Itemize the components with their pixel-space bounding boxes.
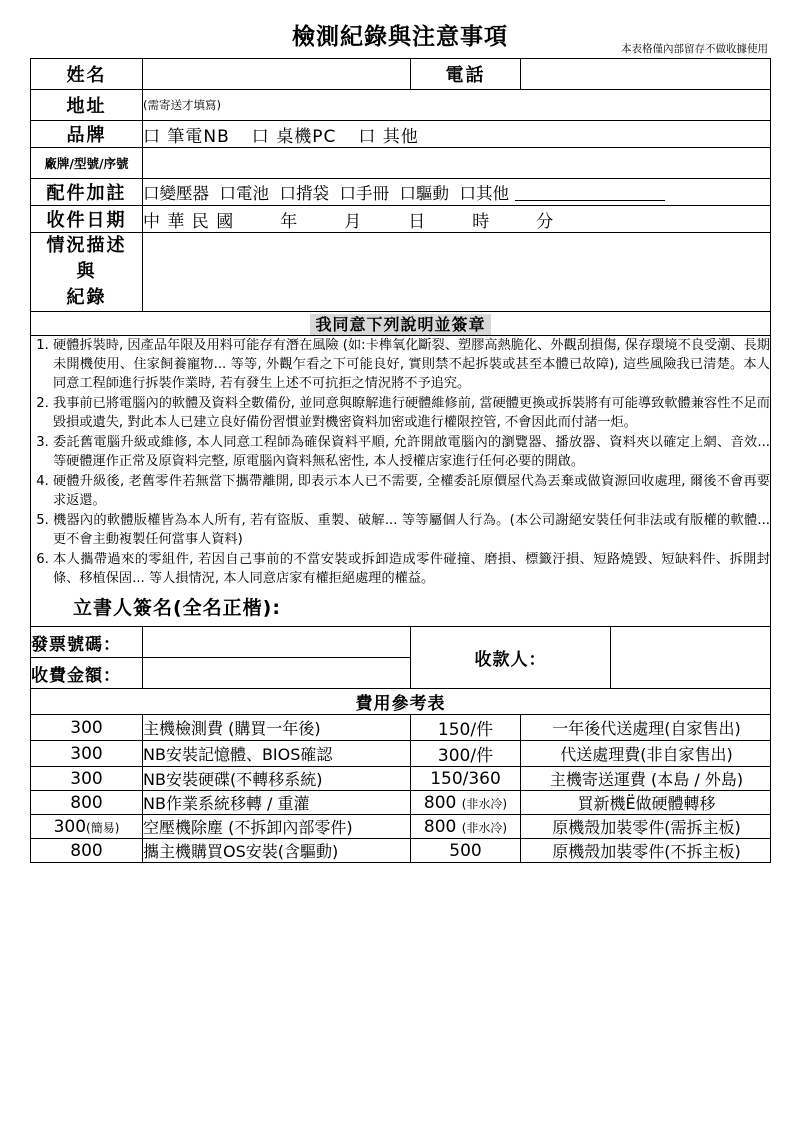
row-invoice xyxy=(31,627,771,658)
fee-price-left xyxy=(31,715,143,741)
accessory-option-other[interactable]: 口其他 xyxy=(459,184,509,203)
term-item: 2. 我事前已將電腦內的軟體及資料全數備份, 並同意與瞭解進行硬體維修前, 當硬體更換或拆裝將有可能導致軟體兼容性不足而毀損或遺失, 對此本人已建立良好備份習慣並對機密資料加密或進行權限控管, 不會因此而付諸一炬。 xyxy=(53,394,770,432)
fee-price-left-value: 300 xyxy=(70,717,103,738)
fee-desc-left: NB作業系統移轉 / 重灌 xyxy=(143,791,411,815)
accessory-other-input[interactable] xyxy=(515,200,665,201)
fee-price-left xyxy=(31,741,143,767)
fee-desc-right: 原機殼加裝零件(需拆主板) xyxy=(521,815,771,839)
fee-price-left xyxy=(31,815,143,839)
form-table xyxy=(30,58,771,863)
fee-desc-left: 主機檢測費 (購買一年後) xyxy=(143,715,411,741)
brand-option-pc[interactable]: 口 桌機PC xyxy=(251,126,337,147)
row-brand xyxy=(31,121,771,148)
fee-price-left xyxy=(31,767,143,791)
fee-price-right-value: 500 xyxy=(449,840,482,861)
fee-table-title: 費用參考表 xyxy=(31,689,771,715)
fee-price-right-value: 800 xyxy=(423,816,457,837)
label-amount: 收費金額： xyxy=(31,658,143,689)
brand-option-other[interactable]: 口 其他 xyxy=(358,126,419,147)
label-situation-line3: 紀錄 xyxy=(66,287,107,308)
label-address: 地址 xyxy=(31,90,143,121)
unit-day: 日 xyxy=(408,211,427,232)
fee-desc-right: 原機殼加裝零件(不拆主板) xyxy=(521,839,771,863)
terms-block xyxy=(31,336,771,627)
fee-price-right-value: 150/360 xyxy=(430,768,501,789)
field-address[interactable]: (需寄送才填寫) xyxy=(143,90,771,121)
row-situation xyxy=(31,233,771,312)
label-phone: 電話 xyxy=(411,59,521,90)
table-row xyxy=(31,839,771,863)
fee-price-left xyxy=(31,791,143,815)
row-terms xyxy=(31,336,771,627)
fee-price-left-value: 300 xyxy=(70,743,103,764)
accessory-option-battery[interactable]: 口電池 xyxy=(219,184,269,203)
unit-month: 月 xyxy=(344,211,363,232)
row-receive-date xyxy=(31,206,771,233)
fee-price-right xyxy=(411,741,521,767)
row-model xyxy=(31,148,771,179)
accessory-option-manual[interactable]: 口手冊 xyxy=(339,184,389,203)
fee-price-left-value: 800 xyxy=(70,840,103,861)
label-name: 姓名 xyxy=(31,59,143,90)
receive-prefix: 中 華 民 國 xyxy=(143,211,235,232)
fee-desc-right: 主機寄送運費 (本島 / 外島) xyxy=(521,767,771,791)
field-situation[interactable] xyxy=(143,233,771,312)
fee-desc-left: 空壓機除塵 (不拆卸內部零件) xyxy=(143,815,411,839)
consent-heading xyxy=(31,312,771,336)
label-receive-date: 收件日期 xyxy=(31,206,143,233)
label-situation-line1: 情況描述 xyxy=(46,235,127,256)
page-title: 檢測紀錄與注意事項 xyxy=(292,24,508,50)
fee-desc-right: 代送處理費(非自家售出) xyxy=(521,741,771,767)
field-payee[interactable] xyxy=(611,627,771,689)
term-item: 4. 硬體升級後, 老舊零件若無當下攜帶離開, 即表示本人已不需要, 全權委託原價屋代為丟棄或做資源回收處理, 爾後不會再要求返還。 xyxy=(53,472,770,510)
row-name-phone xyxy=(31,59,771,90)
label-situation xyxy=(31,233,143,312)
fee-desc-left: NB安裝記憶體、BIOS確認 xyxy=(143,741,411,767)
fee-price-right xyxy=(411,839,521,863)
fee-price-right-value: 150/件 xyxy=(437,720,494,740)
fee-price-left-value: 300 xyxy=(53,816,87,837)
fee-price-right-sub: (非水冷) xyxy=(461,820,508,835)
field-brand-options[interactable] xyxy=(143,121,771,148)
terms-list xyxy=(31,336,770,588)
table-row xyxy=(31,815,771,839)
fee-price-right-value: 800 xyxy=(423,792,457,813)
label-situation-line2: 與 xyxy=(76,261,97,282)
fee-price-right xyxy=(411,815,521,839)
label-model: 廠牌/型號/序號 xyxy=(31,148,143,179)
brand-option-nb[interactable]: 口 筆電NB xyxy=(143,126,230,147)
accessory-option-bag[interactable]: 口揹袋 xyxy=(279,184,329,203)
fee-desc-left: 攜主機購買OS安裝(含驅動) xyxy=(143,839,411,863)
label-invoice-number: 發票號碼： xyxy=(31,627,143,658)
fee-price-right xyxy=(411,767,521,791)
field-phone[interactable] xyxy=(521,59,771,90)
title-row xyxy=(30,22,770,58)
fee-price-right xyxy=(411,715,521,741)
fee-price-left xyxy=(31,839,143,863)
row-address xyxy=(31,90,771,121)
field-accessory-options[interactable] xyxy=(143,179,771,206)
term-item: 6. 本人攜帶過來的零組件, 若因自己事前的不當安裝或拆卸造成零件碰撞、磨損、標籤汙損、短路燒毀、短缺料件、拆開封條、移植保固... 等人損情況, 本人同意店家有權拒絕處理的權益。 xyxy=(53,550,770,588)
fee-desc-left: NB安裝硬碟(不轉移系統) xyxy=(143,767,411,791)
accessory-option-driver[interactable]: 口驅動 xyxy=(399,184,449,203)
unit-hour: 時 xyxy=(472,211,491,232)
fee-price-left-sub: (簡易) xyxy=(86,820,120,835)
fee-price-right-value: 300/件 xyxy=(437,746,494,766)
term-item: 5. 機器內的軟體版權皆為本人所有, 若有盜版、重製、破解... 等等屬個人行為。(本公司謝絕安裝任何非法或有版權的軟體... 更不會主動複製任何當事人資料) xyxy=(53,511,770,549)
fee-price-left-value: 800 xyxy=(70,792,103,813)
fee-price-right-sub: (非水冷) xyxy=(461,796,508,811)
label-brand: 品牌 xyxy=(31,121,143,148)
table-row xyxy=(31,715,771,741)
unit-year: 年 xyxy=(280,211,299,232)
field-amount[interactable] xyxy=(143,658,411,689)
table-row xyxy=(31,741,771,767)
label-accessory: 配件加註 xyxy=(31,179,143,206)
consent-heading-text: 我同意下列說明並簽章 xyxy=(310,314,490,335)
fee-desc-right: 一年後代送處理(自家售出) xyxy=(521,715,771,741)
fee-desc-right: 買新機Ё做硬體轉移 xyxy=(521,791,771,815)
term-item: 3. 委託舊電腦升級或維修, 本人同意工程師為確保資料平順, 允許開啟電腦內的瀏覽器、播放器、資料夾以確定上網、音效... 等硬體運作正常及原資料完整, 原電腦內資料無私密性, 本人授權店家進行任何必要的開啟。 xyxy=(53,433,770,471)
row-fee-title xyxy=(31,689,771,715)
accessory-option-adapter[interactable]: 口變壓器 xyxy=(143,184,209,203)
field-receive-date[interactable] xyxy=(143,206,771,233)
header-note: 本表格僅內部留存不做收據使用 xyxy=(621,43,768,55)
label-payee: 收款人： xyxy=(411,627,611,689)
field-invoice-number[interactable] xyxy=(143,627,411,658)
field-name[interactable] xyxy=(143,59,411,90)
unit-minute: 分 xyxy=(536,211,555,232)
field-model[interactable] xyxy=(143,148,771,179)
row-consent-heading xyxy=(31,312,771,336)
term-item: 1. 硬體拆裝時, 因產品年限及用料可能存有潛在風險 (如:卡榫氧化斷裂、塑膠高熱脆化、外觀刮損傷, 保存環境不良受潮、長期未開機使用、住家飼養寵物... 等等, 外觀乍看之下可能良好, 實則禁不起拆裝或甚至本體已故障), 這些風險我已清楚。本人同意工程師進行拆裝作業時, 若有發生上述不可抗拒之情況將不予追究。 xyxy=(53,336,770,393)
row-accessory xyxy=(31,179,771,206)
table-row xyxy=(31,767,771,791)
fee-price-right xyxy=(411,791,521,815)
table-row xyxy=(31,791,771,815)
signature-label: 立書人簽名(全名正楷): xyxy=(73,597,281,619)
fee-price-left-value: 300 xyxy=(70,768,103,789)
